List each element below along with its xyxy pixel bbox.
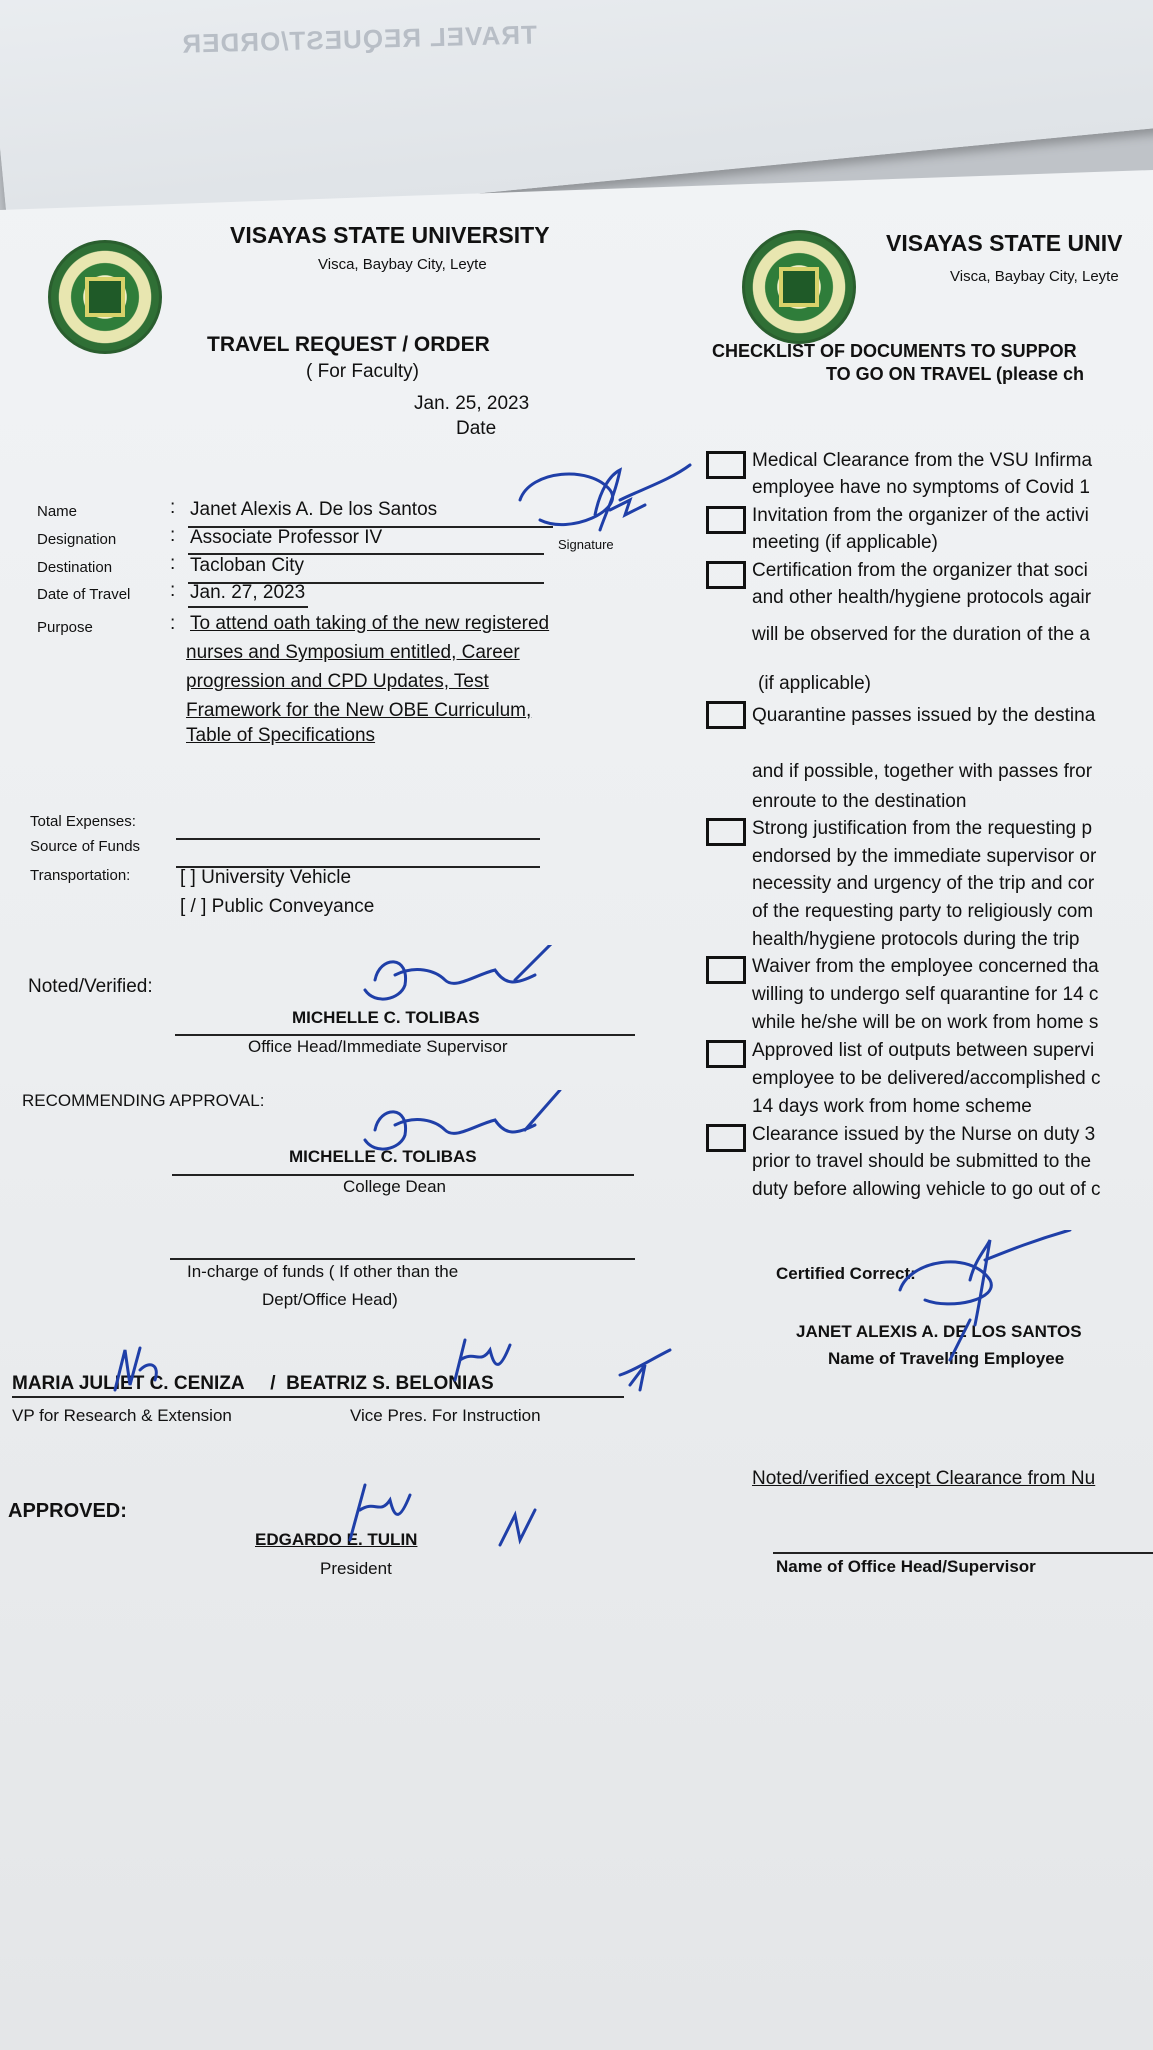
option-university-vehicle: [ ] University Vehicle bbox=[180, 867, 352, 888]
checklist-checkbox-invitation[interactable] bbox=[706, 506, 746, 534]
checklist-checkbox-outputs[interactable] bbox=[706, 1040, 746, 1068]
funds-incharge-label: In-charge of funds ( If other than the bbox=[187, 1262, 459, 1281]
destination-value: Tacloban City bbox=[190, 555, 305, 576]
university-name-right: VISAYAS STATE UNIV bbox=[886, 230, 1123, 256]
checklist-line: Certification from the organizer that soci bbox=[752, 560, 1088, 581]
checklist-line: necessity and urgency of the trip and cor bbox=[752, 873, 1095, 894]
checklist-line: 14 days work from home scheme bbox=[752, 1096, 1032, 1117]
name-value: Janet Alexis A. De los Santos bbox=[190, 499, 438, 520]
purpose-line: nurses and Symposium entitled, Career bbox=[186, 642, 520, 663]
noted-except-label: Noted/verified except Clearance from Nu bbox=[752, 1468, 1096, 1489]
designation-value: Associate Professor IV bbox=[190, 527, 383, 548]
president-signature bbox=[340, 1470, 540, 1560]
request-date-label: Date bbox=[456, 418, 497, 439]
belonias-signature bbox=[440, 1330, 680, 1410]
form-subtitle: ( For Faculty) bbox=[306, 361, 419, 382]
travelling-employee-role: Name of Travelling Employee bbox=[828, 1349, 1065, 1368]
checklist-line: Quarantine passes issued by the destina bbox=[752, 705, 1096, 726]
colon: : bbox=[170, 525, 176, 546]
checklist-line: Invitation from the organizer of the activi bbox=[752, 505, 1089, 526]
noted-signature-line bbox=[175, 1034, 635, 1036]
noted-signature bbox=[335, 945, 565, 1015]
purpose-line: To attend oath taking of the new registered bbox=[190, 613, 550, 634]
purpose-line: Table of Specifications bbox=[186, 725, 376, 746]
form-title: TRAVEL REQUEST / ORDER bbox=[207, 333, 490, 356]
recommending-signature-line bbox=[172, 1174, 634, 1176]
checklist-line: duty before allowing vehicle to go out of c bbox=[752, 1179, 1101, 1200]
total-expenses-label: Total Expenses: bbox=[30, 813, 136, 830]
checklist-checkbox-certification[interactable] bbox=[706, 561, 746, 589]
designation-label: Designation bbox=[37, 531, 117, 548]
funds-incharge-label-cont: Dept/Office Head) bbox=[262, 1290, 398, 1309]
checklist-line: and other health/hygiene protocols agair bbox=[752, 587, 1092, 608]
vp-signatories-names: MARIA JULIET C. CENIZA / BEATRIZ S. BELONIAS bbox=[12, 1373, 494, 1394]
colon: : bbox=[170, 497, 176, 518]
source-of-funds-label: Source of Funds bbox=[30, 838, 141, 855]
office-head-line bbox=[773, 1552, 1153, 1554]
university-address-right: Visca, Baybay City, Leyte bbox=[950, 268, 1119, 285]
checklist-checkbox-medical[interactable] bbox=[706, 451, 746, 479]
university-name-left: VISAYAS STATE UNIVERSITY bbox=[230, 222, 550, 248]
ceniza-initials bbox=[105, 1340, 185, 1400]
checklist-line: (if applicable) bbox=[758, 673, 871, 694]
checklist-line: while he/she will be on work from home s bbox=[752, 1012, 1099, 1033]
checklist-line: health/hygiene protocols during the trip bbox=[752, 929, 1080, 950]
request-date-value: Jan. 25, 2023 bbox=[414, 393, 530, 414]
certified-correct-label: Certified Correct: bbox=[776, 1264, 916, 1283]
checklist-line: and if possible, together with passes fror bbox=[752, 761, 1093, 782]
checklist-line: Clearance issued by the Nurse on duty 3 bbox=[752, 1124, 1096, 1145]
recommending-signatory-role: College Dean bbox=[343, 1177, 447, 1196]
vp-research-role: VP for Research & Extension bbox=[12, 1406, 232, 1425]
recommending-signatory-name: MICHELLE C. TOLIBAS bbox=[289, 1147, 477, 1166]
checklist-checkbox-quarantine[interactable] bbox=[706, 701, 746, 729]
recommending-signature bbox=[335, 1090, 565, 1170]
date-of-travel-value: Jan. 27, 2023 bbox=[190, 582, 306, 603]
checklist-line: Strong justification from the requesting p bbox=[752, 818, 1093, 839]
checklist-line: employee have no symptoms of Covid 1 bbox=[752, 477, 1090, 498]
colon: : bbox=[170, 613, 176, 634]
checklist-line: Medical Clearance from the VSU Infirma bbox=[752, 450, 1093, 471]
checklist-line: Approved list of outputs between supervi bbox=[752, 1040, 1095, 1061]
total-expenses-line bbox=[176, 838, 540, 840]
checklist-checkbox-waiver[interactable] bbox=[706, 956, 746, 984]
mirrored-bleed-text: TRAVEL REQUEST/ORDER bbox=[180, 19, 538, 59]
purpose-line: Framework for the New OBE Curriculum, bbox=[186, 700, 532, 721]
checklist-line: employee to be delivered/accomplished c bbox=[752, 1068, 1101, 1089]
checklist-line: meeting (if applicable) bbox=[752, 532, 938, 553]
colon: : bbox=[170, 553, 176, 574]
vp-instruction-role: Vice Pres. For Instruction bbox=[350, 1406, 541, 1425]
checklist-checkbox-justification[interactable] bbox=[706, 818, 746, 846]
noted-signatory-name: MICHELLE C. TOLIBAS bbox=[292, 1008, 480, 1027]
transportation-label: Transportation: bbox=[30, 867, 131, 884]
travelling-employee-name: JANET ALEXIS A. DE LOS SANTOS bbox=[796, 1322, 1082, 1341]
colon: : bbox=[170, 580, 176, 601]
office-head-label: Name of Office Head/Supervisor bbox=[776, 1557, 1036, 1576]
purpose-line: progression and CPD Updates, Test bbox=[186, 671, 489, 692]
recommending-approval-label: RECOMMENDING APPROVAL: bbox=[22, 1091, 265, 1110]
name-label: Name bbox=[37, 503, 78, 520]
date-of-travel-underline bbox=[188, 606, 308, 608]
checklist-line: Waiver from the employee concerned tha bbox=[752, 956, 1099, 977]
university-seal-right bbox=[742, 230, 856, 344]
checklist-title: CHECKLIST OF DOCUMENTS TO SUPPOR bbox=[712, 341, 1077, 361]
checklist-line: will be observed for the duration of the a bbox=[752, 624, 1090, 645]
university-address-left: Visca, Baybay City, Leyte bbox=[318, 256, 487, 273]
date-of-travel-label: Date of Travel bbox=[37, 586, 131, 603]
purpose-label: Purpose bbox=[37, 619, 93, 636]
checklist-line: willing to undergo self quarantine for 14 c bbox=[752, 984, 1099, 1005]
employee-signature bbox=[890, 1230, 1080, 1390]
checklist-line: of the requesting party to religiously com bbox=[752, 901, 1094, 922]
checklist-checkbox-clearance[interactable] bbox=[706, 1124, 746, 1152]
university-seal-left bbox=[48, 240, 162, 354]
checklist-line: endorsed by the immediate supervisor or bbox=[752, 846, 1097, 867]
president-role: President bbox=[320, 1559, 392, 1578]
noted-signatory-role: Office Head/Immediate Supervisor bbox=[248, 1037, 508, 1056]
checklist-line: prior to travel should be submitted to the bbox=[752, 1151, 1092, 1172]
approved-label: APPROVED: bbox=[8, 1500, 127, 1522]
noted-verified-label: Noted/Verified: bbox=[28, 976, 153, 997]
option-public-conveyance: [ / ] Public Conveyance bbox=[180, 896, 375, 917]
funds-signature-line bbox=[170, 1258, 635, 1260]
president-name: EDGARDO E. TULIN bbox=[255, 1530, 418, 1549]
applicant-signature bbox=[500, 460, 700, 550]
checklist-line: enroute to the destination bbox=[752, 791, 967, 812]
signature-label: Signature bbox=[558, 537, 614, 552]
destination-label: Destination bbox=[37, 559, 113, 576]
checklist-title-cont: TO GO ON TRAVEL (please ch bbox=[826, 364, 1085, 384]
